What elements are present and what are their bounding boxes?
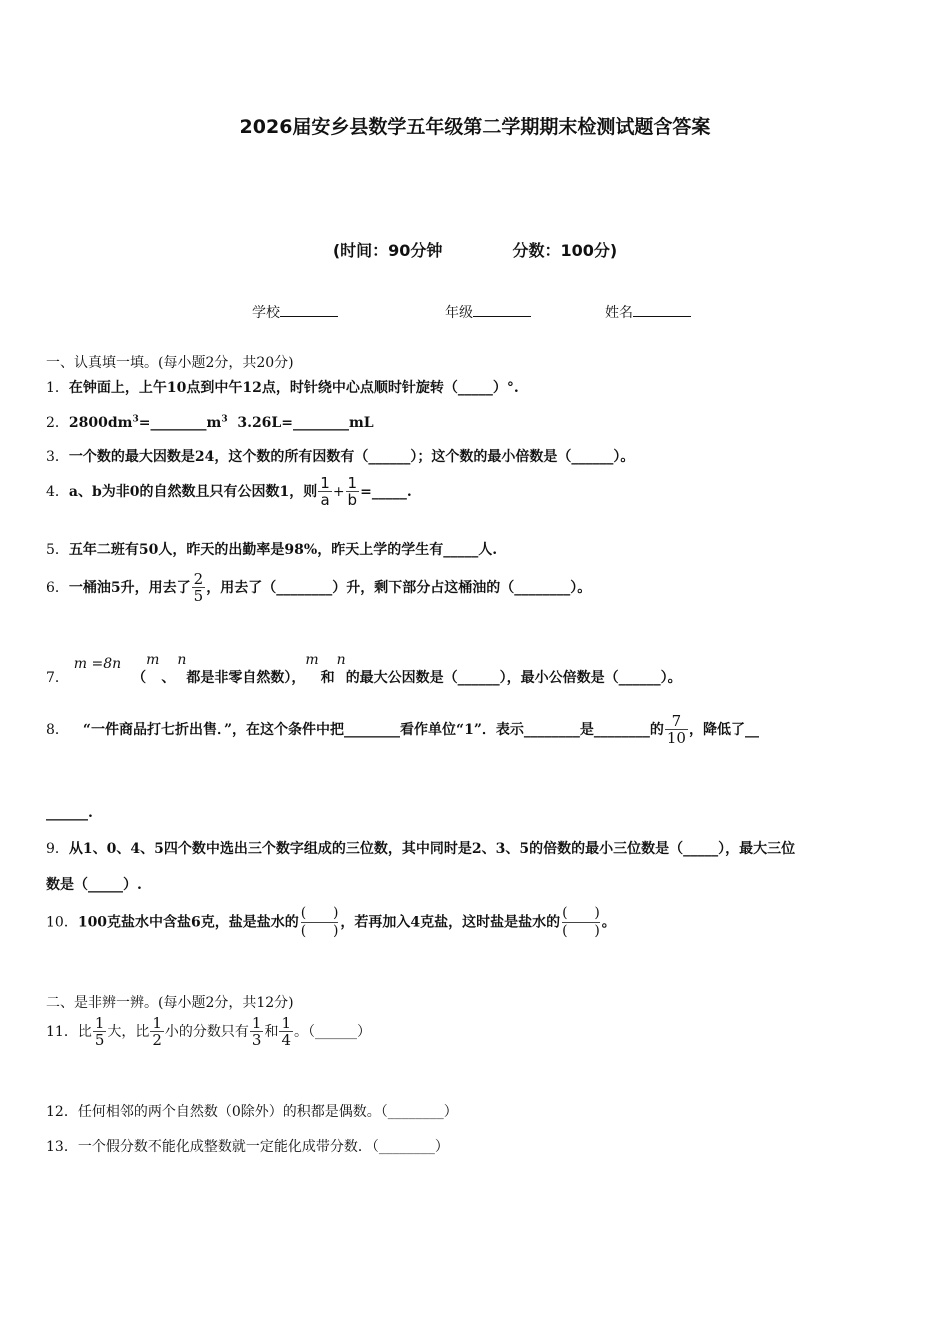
blank-fraction-2: $\frac{( )}{( )}$ xyxy=(562,905,600,939)
question-8-continued: ______. xyxy=(46,805,93,821)
fraction-7-over-10: $\frac{7}{10}$ xyxy=(666,712,686,747)
question-4: 4．a、b为非0的自然数且只有公因数1，则 $\frac{1}{a}$ + $\frac{1}{b}$ =_____. xyxy=(46,474,412,509)
question-13: 13．一个假分数不能化成整数就一定能化成带分数．（________） xyxy=(46,1139,449,1155)
question-7: 7． m =8n （m、n都是非零自然数），m和n的最大公因数是（______），最小公倍数是（______）。 xyxy=(46,652,682,686)
question-6: 6．一桶油5升，用去了 $\frac{2}{5}$ ，用去了（________）升，剩下部分占这桶油的（________）。 xyxy=(46,570,592,605)
section-heading-1: 一、认真填一填。(每小题2分，共20分) xyxy=(46,355,294,371)
question-9-continued: 数是（_____）. xyxy=(46,877,142,893)
total-score: 分数：100分) xyxy=(512,241,618,260)
question-1: 1．在钟面上，上午10点到中午12点，时针绕中心点顺时针旋转（_____）°. xyxy=(46,380,519,396)
fraction-1-over-a: $\frac{1}{a}$ xyxy=(320,474,330,509)
fraction-1-over-2: $\frac{1}{2}$ xyxy=(152,1014,162,1049)
fraction-2-over-5: $\frac{2}{5}$ xyxy=(193,570,204,605)
expression-m-eq-8n: m =8n xyxy=(73,656,122,672)
time-limit: (时间：90分钟 xyxy=(332,241,443,260)
question-9: 9．从1、0、4、5四个数中选出三个数字组成的三位数，其中同时是2、3、5的倍数的最小三位数是（_____），最大三位 xyxy=(46,841,796,857)
fraction-1-over-3: $\frac{1}{3}$ xyxy=(251,1014,262,1049)
exam-subtitle xyxy=(0,238,950,261)
grade-field: 年级 xyxy=(445,302,531,322)
name-field: 姓名 xyxy=(605,302,691,322)
fraction-1-over-5: $\frac{1}{5}$ xyxy=(94,1014,105,1049)
question-8: 8． “一件商品打七折出售．”，在这个条件中把________看作单位“1”．表示________是________的 $\frac{7}{10}$ ，降低了__ xyxy=(46,712,759,747)
question-2: 2．$2800dm^3=\_\_\_\_\_\_\_\_m^3$ 3.26L=________mL xyxy=(46,414,374,431)
fraction-1-over-4: $\frac{1}{4}$ xyxy=(281,1014,292,1049)
question-11: 11．比 $\frac{1}{5}$ 大，比 $\frac{1}{2}$ 小的分数只有 $\frac{1}{3}$ 和 $\frac{1}{4}$ 。（______） xyxy=(46,1014,372,1049)
document-title: 2026届安乡县数学五年级第二学期期末检测试题含答案 xyxy=(239,116,711,138)
question-10: 10．100克盐水中含盐6克，盐是盐水的 $\frac{( )}{( )}$ ，若再加入4克盐，这时盐是盐水的 $\frac{( )}{( )}$ 。 xyxy=(46,905,616,939)
question-12: 12．任何相邻的两个自然数（0除外）的积都是偶数。（________） xyxy=(46,1104,458,1120)
fraction-1-over-b: $\frac{1}{b}$ xyxy=(347,474,358,509)
school-field: 学校 xyxy=(252,302,338,322)
blank-fraction-1: $\frac{( )}{( )}$ xyxy=(300,905,339,939)
question-3: 3．一个数的最大因数是24，这个数的所有因数有（______）；这个数的最小倍数是（______）。 xyxy=(46,449,635,465)
question-5: 5．五年二班有50人，昨天的出勤率是98%，昨天上学的学生有_____人. xyxy=(46,542,498,558)
section-heading-2: 二、是非辨一辨。(每小题2分，共12分) xyxy=(46,995,294,1011)
